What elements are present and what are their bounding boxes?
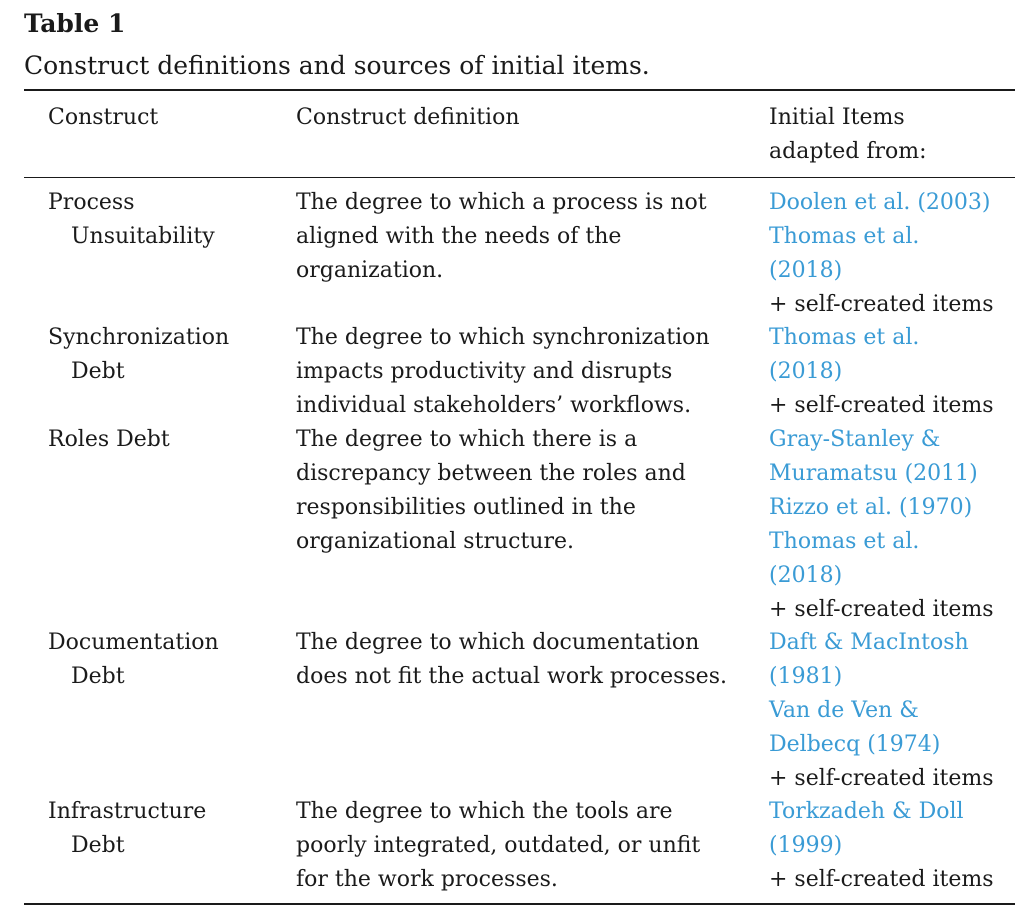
citation-link[interactable]: Doolen et al. (2003) [769, 190, 991, 215]
header-construct: Construct [48, 105, 159, 130]
self-created-note: + self-created items [769, 292, 994, 317]
citation-link[interactable]: Delbecq (1974) [769, 732, 941, 757]
construct-name: Synchronization [48, 325, 230, 350]
table-caption: Construct definitions and sources of initial items. [24, 51, 650, 80]
self-created-note: + self-created items [769, 867, 994, 892]
definition-line: individual stakeholders’ workflows. [296, 393, 692, 418]
header-rule [24, 177, 1015, 178]
header-items-line2: adapted from: [769, 139, 927, 164]
citation-link[interactable]: Thomas et al. [769, 224, 920, 249]
row-4-construct [48, 626, 219, 694]
self-created-note: + self-created items [769, 766, 994, 791]
definition-line: poorly integrated, outdated, or unfit [296, 833, 701, 858]
definition-line: responsibilities outlined in the [296, 495, 636, 520]
definition-line: impacts productivity and disrupts [296, 359, 673, 384]
construct-name: Roles Debt [48, 427, 170, 452]
row-3-sources [769, 423, 994, 627]
citation-link[interactable]: Muramatsu (2011) [769, 461, 978, 486]
citation-link[interactable]: Daft & MacIntosh [769, 630, 969, 655]
header-items [769, 101, 927, 169]
header-items-line1: Initial Items [769, 105, 905, 130]
construct-name: Process [48, 190, 135, 215]
row-5-definition [296, 795, 700, 897]
citation-link[interactable]: Van de Ven & [769, 698, 919, 723]
row-1-definition [296, 186, 707, 288]
row-3-definition [296, 423, 686, 559]
row-5-sources [769, 795, 994, 897]
construct-name-cont: Unsuitability [71, 224, 215, 249]
construct-name: Documentation [48, 630, 219, 655]
definition-line: does not fit the actual work processes. [296, 664, 727, 689]
self-created-note: + self-created items [769, 393, 994, 418]
row-3-construct [48, 423, 170, 457]
construct-name-cont: Debt [71, 359, 125, 384]
row-4-definition [296, 626, 727, 694]
definition-line: The degree to which a process is not [296, 190, 707, 215]
citation-link[interactable]: Thomas et al. [769, 325, 920, 350]
citation-link[interactable]: (2018) [769, 359, 843, 384]
definition-line: organizational structure. [296, 529, 574, 554]
row-5-construct [48, 795, 206, 863]
citation-link[interactable]: (1999) [769, 833, 843, 858]
bottom-rule [24, 903, 1015, 905]
construct-name: Infrastructure [48, 799, 207, 824]
row-1-construct [48, 186, 215, 254]
definition-line: The degree to which the tools are [296, 799, 673, 824]
row-1-sources [769, 186, 994, 322]
citation-link[interactable]: Rizzo et al. (1970) [769, 495, 973, 520]
citation-link[interactable]: (2018) [769, 563, 843, 588]
row-2-definition [296, 321, 710, 423]
row-2-construct [48, 321, 229, 389]
citation-link[interactable]: Thomas et al. [769, 529, 920, 554]
definition-line: The degree to which there is a [296, 427, 638, 452]
row-2-sources [769, 321, 994, 423]
definition-line: for the work processes. [296, 867, 558, 892]
definition-line: discrepancy between the roles and [296, 461, 686, 486]
self-created-note: + self-created items [769, 597, 994, 622]
top-rule [24, 89, 1015, 91]
construct-name-cont: Debt [71, 664, 125, 689]
definition-line: aligned with the needs of the [296, 224, 622, 249]
header-definition: Construct definition [296, 105, 520, 130]
row-4-sources [769, 626, 994, 796]
citation-link[interactable]: Torkzadeh & Doll [769, 799, 964, 824]
definition-line: The degree to which synchronization [296, 325, 710, 350]
construct-name-cont: Debt [71, 833, 125, 858]
definition-line: The degree to which documentation [296, 630, 700, 655]
citation-link[interactable]: (1981) [769, 664, 843, 689]
table-label: Table 1 [24, 9, 126, 38]
definition-line: organization. [296, 258, 444, 283]
citation-link[interactable]: Gray-Stanley & [769, 427, 941, 452]
citation-link[interactable]: (2018) [769, 258, 843, 283]
